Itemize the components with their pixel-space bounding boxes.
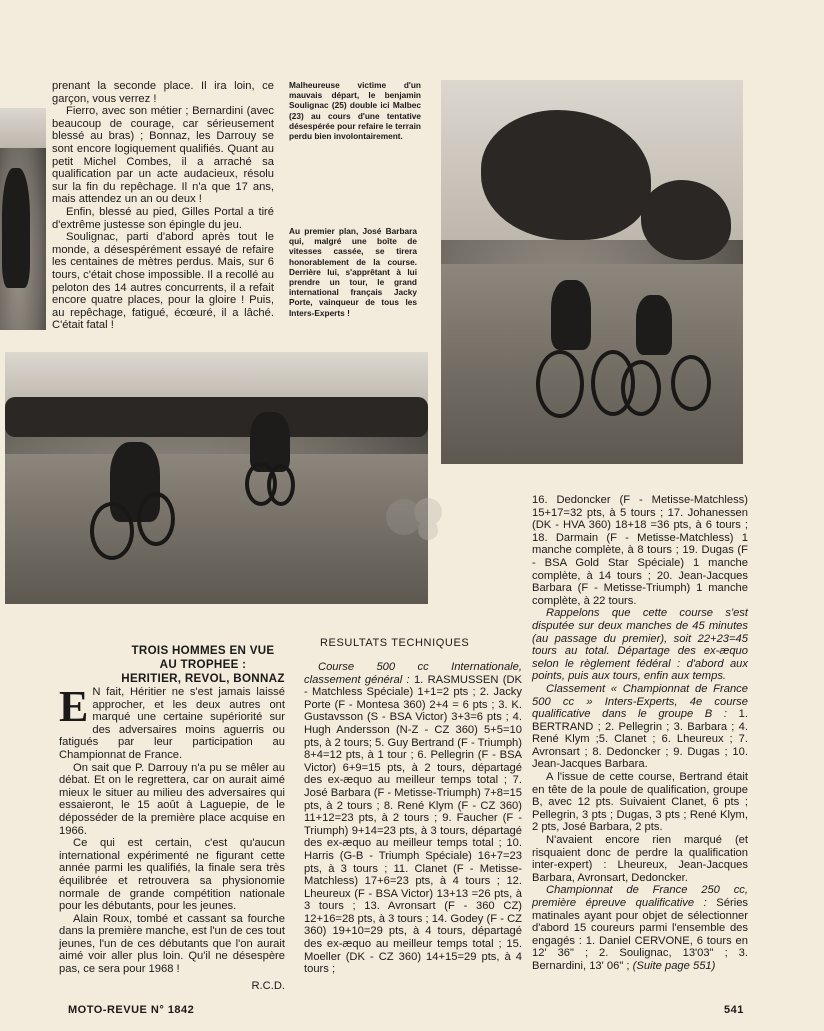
footer-magazine: MOTO-REVUE N° 1842 xyxy=(68,1004,195,1016)
paragraph: Alain Roux, tombé et cassant sa fourche dans la première manche, est l'un de ces tout jeunes, l'un de ces débutants que l'on aurait aimé voir aller plus loin. Qu'il ne désespère pas, ce sera pour 1968 ! xyxy=(59,912,285,976)
photo-riders-tree xyxy=(441,80,743,464)
classement-intro: Classement « Championnat de France 500 cc » Inters-Experts, 4e course qualificative dans le groupe B : xyxy=(532,682,748,721)
left-top-column xyxy=(52,80,274,332)
paragraph: A l'issue de cette course, Bertrand était en tête de la poule de qualification, groupe B, avec 12 pts. Suivaient Clanet, 6 pts ; Pellegrin, 3 pts ; Dugas, 3 pts ; René Klym, 2 pts, José Barbara, 2 pts. xyxy=(532,771,748,834)
section-heading xyxy=(120,644,286,686)
paragraph: prenant la seconde place. Il ira loin, ce garçon, vous verrez ! xyxy=(52,80,274,105)
paragraph xyxy=(532,683,748,771)
article-first-text: N fait, Héritier ne s'est jamais laissé approcher, et les deux autres ont marqué une certaine supériorité sur des adversaires moins aguerris ou fatigués par leur participation au Championnat de France. xyxy=(59,686,285,761)
watermark-logo-icon xyxy=(384,492,446,542)
article-column xyxy=(59,682,285,992)
results-intro: Course 500 cc Internationale, classement général : xyxy=(304,661,522,686)
paragraph: 16. Dedoncker (F - Metisse-Matchless) 15+17=32 pts, à 5 tours ; 17. Johanessen (DK - HVA 360) 18+18 =36 pts, à 6 tours ; 18. Darmain (F - Metisse-Matchless) 1 manche complète, à 8 tours ; 19. Dugas (F - BSA Gold Star Spéciale) 1 manche complète, à 14 tours ; 20. Jean-Jacques Barbara (F - Metisse-Triumph) 1 manche complète, à 22 tours. xyxy=(532,494,748,607)
classement-list: 1. BERTRAND ; 2. Pellegrin ; 3. Barbara ; 4. René Klym ;5. Clanet ; 6. Lheureux ; 7. Avronsart ; 8. Dedoncker ; 9. Dugas ; 10. Jean-Jacques Barbara. xyxy=(532,708,748,771)
photo-riders-jump xyxy=(5,352,428,604)
article-first-paragraph xyxy=(59,682,285,762)
photo-rider-left-edge xyxy=(0,108,46,330)
caption-middle: Au premier plan, José Barbara qui, malgré une boîte de vitesses cassée, se tirera honorablement de la course. Derrière lui, s'apprêtant à lui prendre un tour, le grand international français Jacky Porte, vainqueur de tous les Inters-Experts ! xyxy=(289,226,417,318)
paragraph xyxy=(532,607,748,683)
championnat-intro: Championnat de France 250 cc, première épreuve qualificative : xyxy=(532,884,748,909)
results-body: 1. RASMUSSEN (DK - Matchless Spéciale) 1+1=2 pts ; 2. Jacky Porte (F - Montesa 360) 2+4 = 6 pts ; 3. K. Gustavsson (S - BSA Victor) 3+3=6 pts ; 4. Hugh Andersson (N-Z - CZ 360) 5+5=10 pts, à 2 tours; 5. Guy Bertrand (F - Triumph) 8+4=12 pts, à 1 tour ; 6. Pellegrin (F - BSA Victor) 6+9=15 pts, à 2 tours, départagé des ex-æquo au meilleur temps total ; 7. José Barbara (F - Metisse-Triumph) 7+8=15 pts, à 2 tours ; 8. René Klym (F - CZ 360) 11+12=23 pts, à 2 tours ; 9. Faucher (F - Triumph) 9+14=23 pts, à 3 tours, départagé des ex-æquo au meilleur temps total ; 10. Harris (G-B - Triumph Spéciale) 16+7=23 pts, à 3 tours ; 11. Clanet (F - Metisse-Matchless) 17+6=23 pts, à 4 tours ; 12. Lheureux (F - BSA Victor) 13+13 =26 pts, à 3 tours ; 13. Avronsart (F - 360 CZ) 12+16=28 pts, à 3 tours ; 14. Godey (F - CZ 360) 19+10=29 pts, à 4 tours, départagé des ex-æquo au meilleur temps total ; 15. Moeller (DK - CZ 360) 14+15=29 pts, à 4 tours ; xyxy=(304,673,523,976)
paragraph: Ce qui est certain, c'est qu'aucun international expérimenté ne figurant cette année parmi les qualifiés, la finale sera très équilibrée et retrouvera sa physionomie normale de grande compétition nationale pour les débutants, pour les jeunes. xyxy=(59,837,285,913)
paragraph: N'avaient encore rien marqué (et risquaient donc de perdre la qualification inter-expert) : Lheureux, Jean-Jacques Barbara, Avronsart, Dedoncker. xyxy=(532,834,748,884)
championnat-text: Séries matinales ayant pour objet de sélectionner d'abord 15 coureurs parmi l'ensemble des engagés : 1. Daniel CERVONE, 6 tours en 12' 36" ; 2. Soulignac, 13'03" ; 3. Bernardini, 13' 06" ; xyxy=(532,897,749,972)
paragraph: Fierro, avec son métier ; Bernardini (avec beaucoup de courage, car sérieusement blessé au bras) ; Bonnaz, les Darrouy se sont encore logiquement qualifiés. Quant au petit Michel Combes, il a arraché sa qualification par un acte audacieux, résolu sur la fin du repêchage. Il n'a que 17 ans, mais attendez un an ou deux ! xyxy=(52,105,274,206)
footer-page-number: 541 xyxy=(724,1004,744,1016)
reminder-text: Rappelons que cette course s'est disputée sur deux manches de 45 minutes (au passage du premier), soit 22+23=45 tours au total. Départage des ex-æquo selon le règlement fédéral : d'abord aux points, puis aux tours, enfin aux temps. xyxy=(532,607,748,683)
results-paragraph xyxy=(304,661,522,976)
heading-line: AU TROPHEE : xyxy=(159,658,247,671)
paragraph xyxy=(532,884,748,972)
heading-line: HERITIER, REVOL, BONNAZ xyxy=(121,672,285,685)
continued-note: (Suite page 551) xyxy=(632,959,716,972)
heading-line: TROIS HOMMES EN VUE xyxy=(131,644,275,657)
paragraph: Enfin, blessé au pied, Gilles Portal a tiré d'extrême justesse son épingle du jeu. xyxy=(52,205,274,231)
paragraph: Soulignac, parti d'abord après tout le monde, a désespérément essayé de refaire les centaines de mètres perdus. Mais, sur 6 tours, c'était chose impossible. Il a recollé au peloton des 14 autres concurrents, il a refait encore quatre places, pour la gloire ! Puis, au repêchage, fatigué, écœuré, il a lâché. C'était fatal ! xyxy=(52,231,274,332)
dropcap: E xyxy=(59,682,89,731)
signature: R.C.D. xyxy=(251,979,285,992)
results-column xyxy=(304,661,522,976)
right-column xyxy=(532,494,748,973)
paragraph: On sait que P. Darrouy n'a pu se mêler au débat. Et on le regrettera, car on aurait aimé mieux le situer au milieu des adversaires qui essaieront, le 15 août à Laguepie, de le déposséder de la première place acquise en 1966. xyxy=(59,761,285,837)
results-title: RESULTATS TECHNIQUES xyxy=(320,637,470,649)
caption-top: Malheureuse victime d'un mauvais départ, le benjamin Soulignac (25) double ici Malbec (23) au cours d'une tentative désespérée pour refaire le terrain perdu bien involontairement. xyxy=(289,80,421,142)
